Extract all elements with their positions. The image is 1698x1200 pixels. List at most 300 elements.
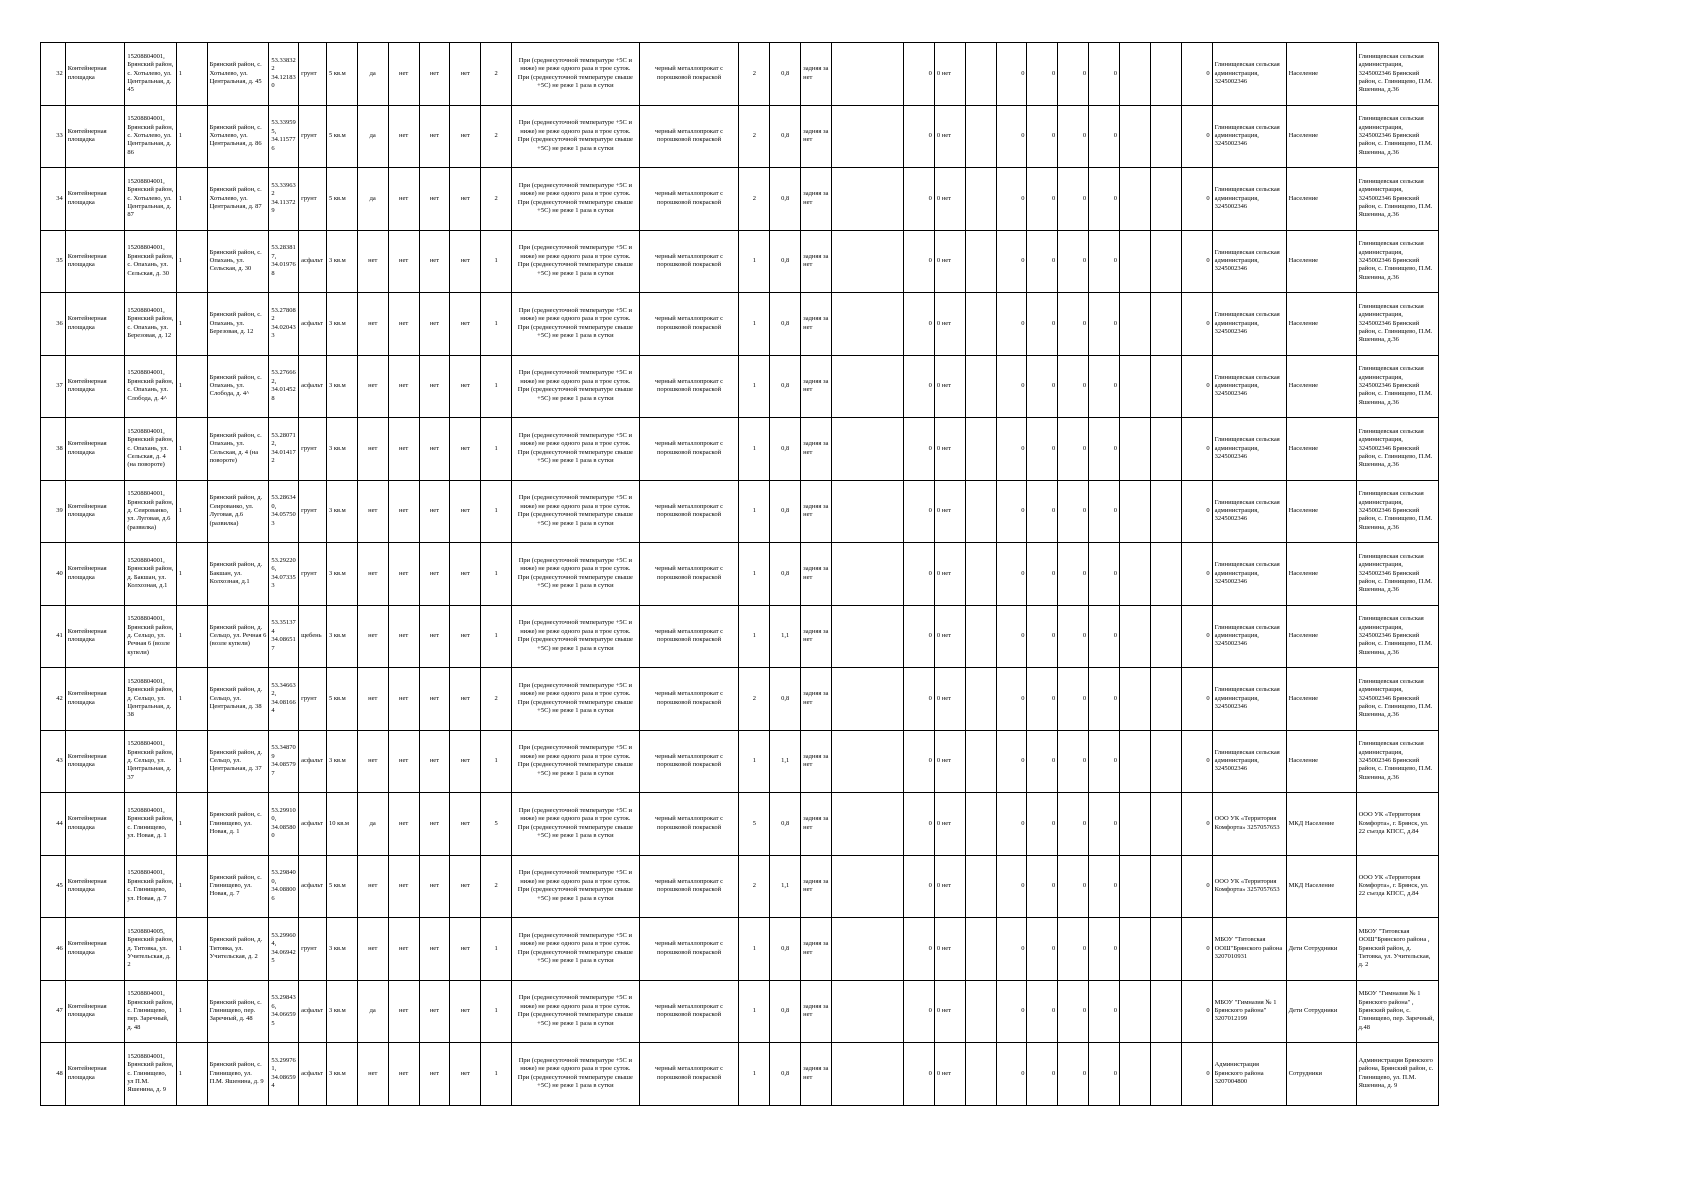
cell-address: Брянский район, с. Опахань, ул. Слобода, д. 4^ — [207, 355, 269, 418]
cell-container-count: 5 — [481, 793, 512, 856]
cell-roof: да — [357, 793, 388, 856]
cell-flag: 1 — [176, 230, 207, 293]
cell-empty — [832, 418, 904, 481]
cell-number: 46 — [41, 918, 66, 981]
cell-placement: задняя за нет — [801, 605, 832, 668]
cell-zero: 0 — [904, 43, 935, 106]
cell-container-count: 1 — [481, 543, 512, 606]
cell-waste-source: Дети Сотрудники — [1286, 918, 1356, 981]
cell-zero: 0 — [1089, 480, 1120, 543]
cell-zero: 0 — [1058, 43, 1089, 106]
cell-empty — [1120, 793, 1151, 856]
cell-address: Брянский район, д. Сельцо, ул. Речная 6 (возле купели) — [207, 605, 269, 668]
cell-owner: Глинищевская сельская администрация, 3245002346 Брянский район, с. Глинищево, П.М. Яшенина, д.36 — [1356, 230, 1438, 293]
cell-fence: нет — [388, 293, 419, 356]
cell-empty — [1120, 168, 1151, 231]
cell-container-count: 2 — [481, 43, 512, 106]
cell-zero: 0 — [904, 230, 935, 293]
cell-material: черный металлопрокат с порошковой покраской — [639, 230, 739, 293]
cell-owner: Глинищевская сельская администрация, 3245002346 Брянский район, с. Глинищево, П.М. Яшенина, д.36 — [1356, 668, 1438, 731]
cell-zero: 0 — [996, 980, 1027, 1043]
cell-other: нет — [450, 480, 481, 543]
cell-zero: 0 — [1027, 793, 1058, 856]
cell-coordinates: 53.27808 2 34.02043 3 — [269, 293, 299, 356]
cell-zero: 0 — [1089, 855, 1120, 918]
cell-number: 44 — [41, 793, 66, 856]
cell-lighting: нет — [419, 105, 450, 168]
cell-container-count: 1 — [481, 480, 512, 543]
cell-code-address: 15208804001, Брянский район, д. Сельцо, ул. Речная 6 (возле купели) — [125, 605, 176, 668]
cell-lighting: нет — [419, 43, 450, 106]
cell-type: Контейнерная площадка — [65, 43, 125, 106]
cell-empty — [832, 918, 904, 981]
table-row — [41, 793, 1439, 856]
cell-other: нет — [450, 105, 481, 168]
cell-owner: Глинищевская сельская администрация, 3245002346 Брянский район, с. Глинищево, П.М. Яшенина, д.36 — [1356, 605, 1438, 668]
cell-lighting: нет — [419, 918, 450, 981]
cell-zero: 0 — [904, 355, 935, 418]
cell-lighting: нет — [419, 980, 450, 1043]
cell-material: черный металлопрокат с порошковой покраской — [639, 105, 739, 168]
cell-code-address: 15208804001, Брянский район, с. Опахань, ул. Березовая, д. 12 — [125, 293, 176, 356]
cell-code-address: 15208804005, Брянский район, д. Титовка, ул. Учительская, д. 2 — [125, 918, 176, 981]
cell-zero: 0 — [904, 418, 935, 481]
cell-frequency: При (среднесуточной температуре +5С и ниже) не реже одного раза в трое суток. При (среднесуточной температуре свыше +5С) не реже 1 раза в сутки — [512, 418, 640, 481]
cell-owner: ООО УК «Территория Комфорта», г. Брянск, ул. 22 съезда КПСС, д.84 — [1356, 855, 1438, 918]
cell-other: нет — [450, 793, 481, 856]
cell-frequency: При (среднесуточной температуре +5С и ниже) не реже одного раза в трое суток. При (среднесуточной температуре свыше +5С) не реже 1 раза в сутки — [512, 230, 640, 293]
cell-zero: 0 — [1089, 668, 1120, 731]
cell-zero: 0 — [1058, 730, 1089, 793]
cell-owner: ООО УК «Территория Комфорта», г. Брянск, ул. 22 съезда КПСС, д.84 — [1356, 793, 1438, 856]
cell-zero: 0 — [1089, 418, 1120, 481]
cell-zero: 0 — [1089, 980, 1120, 1043]
cell-surface: грунт — [299, 418, 327, 481]
cell-container-count: 1 — [481, 730, 512, 793]
cell-zero-no: 0 нет — [934, 230, 965, 293]
cell-empty — [1150, 668, 1181, 731]
cell-volume: 0,8 — [770, 980, 801, 1043]
cell-address: Брянский район, д. Титовка, ул. Учительская, д. 2 — [207, 918, 269, 981]
cell-zero: 0 — [1089, 730, 1120, 793]
cell-material: черный металлопрокат с порошковой покраской — [639, 293, 739, 356]
cell-other: нет — [450, 230, 481, 293]
cell-fence: нет — [388, 730, 419, 793]
cell-coordinates: 53.33963 2 34.11372 9 — [269, 168, 299, 231]
cell-zero: 0 — [1181, 105, 1212, 168]
cell-placement: задняя за нет — [801, 43, 832, 106]
cell-code-address: 15208804001, Брянский район, д. Бакшан, ул. Колхозная, д.1 — [125, 543, 176, 606]
cell-container-count: 2 — [481, 855, 512, 918]
cell-volume-count: 1 — [739, 730, 770, 793]
cell-type: Контейнерная площадка — [65, 793, 125, 856]
cell-volume-count: 2 — [739, 168, 770, 231]
cell-area: 3 кв.м — [326, 980, 357, 1043]
cell-empty — [832, 293, 904, 356]
cell-coordinates: 53.34663 2, 34.08166 4 — [269, 668, 299, 731]
cell-roof: нет — [357, 918, 388, 981]
cell-other: нет — [450, 43, 481, 106]
cell-zero: 0 — [1089, 1043, 1120, 1106]
cell-placement: задняя за нет — [801, 355, 832, 418]
cell-fence: нет — [388, 168, 419, 231]
cell-surface: асфальт — [299, 730, 327, 793]
cell-frequency: При (среднесуточной температуре +5С и ниже) не реже одного раза в трое суток. При (среднесуточной температуре свыше +5С) не реже 1 раза в сутки — [512, 43, 640, 106]
cell-container-count: 2 — [481, 668, 512, 731]
cell-flag: 1 — [176, 793, 207, 856]
cell-flag: 1 — [176, 480, 207, 543]
cell-zero: 0 — [1089, 355, 1120, 418]
cell-volume: 0,8 — [770, 668, 801, 731]
cell-code-address: 15208804001, Брянский район, с. Глинищево, ул. Новая, д. 1 — [125, 793, 176, 856]
cell-material: черный металлопрокат с порошковой покраской — [639, 980, 739, 1043]
cell-zero: 0 — [1089, 605, 1120, 668]
cell-placement: задняя за нет — [801, 168, 832, 231]
cell-frequency: При (среднесуточной температуре +5С и ниже) не реже одного раза в трое суток. При (среднесуточной температуре свыше +5С) не реже 1 раза в сутки — [512, 605, 640, 668]
cell-material: черный металлопрокат с порошковой покраской — [639, 168, 739, 231]
table-row — [41, 918, 1439, 981]
cell-placement: задняя за нет — [801, 230, 832, 293]
cell-fence: нет — [388, 418, 419, 481]
table-row — [41, 980, 1439, 1043]
cell-roof: да — [357, 43, 388, 106]
cell-flag: 1 — [176, 418, 207, 481]
cell-area: 5 кв.м — [326, 43, 357, 106]
cell-type: Контейнерная площадка — [65, 543, 125, 606]
cell-zero: 0 — [1058, 168, 1089, 231]
cell-address: Брянский район, д. Сельцо, ул. Центральная, д. 37 — [207, 730, 269, 793]
cell-coordinates: 53.33959 5, 34.11577 6 — [269, 105, 299, 168]
table-row — [41, 855, 1439, 918]
cell-type: Контейнерная площадка — [65, 355, 125, 418]
cell-empty — [1150, 293, 1181, 356]
cell-number: 32 — [41, 43, 66, 106]
cell-volume: 0,8 — [770, 105, 801, 168]
cell-zero: 0 — [1058, 230, 1089, 293]
cell-code-address: 15208804001, Брянский район, с. Хотылево, ул. Центральная, д. 86 — [125, 105, 176, 168]
cell-placement: задняя за нет — [801, 980, 832, 1043]
cell-area: 3 кв.м — [326, 355, 357, 418]
cell-empty — [965, 355, 996, 418]
cell-empty — [1150, 543, 1181, 606]
cell-other: нет — [450, 418, 481, 481]
cell-zero: 0 — [1058, 355, 1089, 418]
cell-zero: 0 — [1089, 230, 1120, 293]
cell-empty — [965, 730, 996, 793]
cell-address: Брянский район, с. Глинищево, пер. Заречный, д. 48 — [207, 980, 269, 1043]
cell-zero: 0 — [1181, 168, 1212, 231]
cell-zero: 0 — [1089, 918, 1120, 981]
cell-coordinates: 53.33832 2 34.12183 0 — [269, 43, 299, 106]
cell-placement: задняя за нет — [801, 293, 832, 356]
cell-empty — [965, 855, 996, 918]
cell-type: Контейнерная площадка — [65, 105, 125, 168]
cell-address: Брянский район, д. Бакшан, ул. Колхозная, д.1 — [207, 543, 269, 606]
cell-roof: нет — [357, 605, 388, 668]
cell-zero-no: 0 нет — [934, 605, 965, 668]
cell-area: 3 кв.м — [326, 418, 357, 481]
cell-empty — [1150, 43, 1181, 106]
cell-empty — [1150, 605, 1181, 668]
cell-material: черный металлопрокат с порошковой покраской — [639, 480, 739, 543]
cell-container-count: 2 — [481, 105, 512, 168]
cell-surface: щебень — [299, 605, 327, 668]
cell-address: Брянский район, д. Сельцо, ул. Центральная, д. 38 — [207, 668, 269, 731]
table-row — [41, 730, 1439, 793]
cell-lighting: нет — [419, 543, 450, 606]
cell-zero: 0 — [1027, 480, 1058, 543]
cell-surface: грунт — [299, 480, 327, 543]
cell-coordinates: 53.34870 9 34.08579 7 — [269, 730, 299, 793]
cell-fence: нет — [388, 43, 419, 106]
cell-owner: Глинищевская сельская администрация, 3245002346 Брянский район, с. Глинищево, П.М. Яшенина, д.36 — [1356, 355, 1438, 418]
cell-zero: 0 — [1089, 793, 1120, 856]
cell-type: Контейнерная площадка — [65, 1043, 125, 1106]
cell-other: нет — [450, 605, 481, 668]
cell-empty — [832, 43, 904, 106]
cell-frequency: При (среднесуточной температуре +5С и ниже) не реже одного раза в трое суток. При (среднесуточной температуре свыше +5С) не реже 1 раза в сутки — [512, 480, 640, 543]
cell-waste-source: Население — [1286, 730, 1356, 793]
cell-flag: 1 — [176, 543, 207, 606]
cell-zero: 0 — [1027, 230, 1058, 293]
cell-volume-count: 1 — [739, 230, 770, 293]
cell-placement: задняя за нет — [801, 793, 832, 856]
cell-zero: 0 — [996, 230, 1027, 293]
cell-area: 10 кв.м — [326, 793, 357, 856]
cell-volume-count: 1 — [739, 293, 770, 356]
cell-zero-no: 0 нет — [934, 730, 965, 793]
cell-placement: задняя за нет — [801, 418, 832, 481]
table-row — [41, 105, 1439, 168]
cell-zero: 0 — [1181, 355, 1212, 418]
cell-zero-no: 0 нет — [934, 43, 965, 106]
cell-volume: 0,8 — [770, 793, 801, 856]
cell-owner: Глинищевская сельская администрация, 3245002346 Брянский район, с. Глинищево, П.М. Яшенина, д.36 — [1356, 480, 1438, 543]
table-row — [41, 43, 1439, 106]
cell-address: Брянский район, с. Глинищево, ул. Новая, д. 7 — [207, 855, 269, 918]
cell-zero: 0 — [904, 480, 935, 543]
cell-area: 5 кв.м — [326, 855, 357, 918]
cell-placement: задняя за нет — [801, 918, 832, 981]
cell-zero: 0 — [1027, 855, 1058, 918]
cell-zero: 0 — [1181, 1043, 1212, 1106]
cell-placement: задняя за нет — [801, 543, 832, 606]
cell-material: черный металлопрокат с порошковой покраской — [639, 793, 739, 856]
cell-zero-no: 0 нет — [934, 293, 965, 356]
cell-zero: 0 — [1089, 105, 1120, 168]
cell-material: черный металлопрокат с порошковой покраской — [639, 543, 739, 606]
cell-flag: 1 — [176, 43, 207, 106]
cell-zero-no: 0 нет — [934, 480, 965, 543]
cell-volume-count: 1 — [739, 480, 770, 543]
cell-empty — [1120, 355, 1151, 418]
cell-material: черный металлопрокат с порошковой покраской — [639, 355, 739, 418]
cell-frequency: При (среднесуточной температуре +5С и ниже) не реже одного раза в трое суток. При (среднесуточной температуре свыше +5С) не реже 1 раза в сутки — [512, 730, 640, 793]
container-sites-table — [40, 42, 1439, 1106]
cell-volume: 0,8 — [770, 480, 801, 543]
cell-frequency: При (среднесуточной температуре +5С и ниже) не реже одного раза в трое суток. При (среднесуточной температуре свыше +5С) не реже 1 раза в сутки — [512, 918, 640, 981]
cell-empty — [965, 418, 996, 481]
cell-waste-source: Население — [1286, 230, 1356, 293]
table-row — [41, 355, 1439, 418]
cell-zero-no: 0 нет — [934, 418, 965, 481]
table-row — [41, 668, 1439, 731]
cell-flag: 1 — [176, 918, 207, 981]
cell-waste-source: Население — [1286, 355, 1356, 418]
cell-empty — [965, 543, 996, 606]
cell-operator: МБОУ "Титовская ООШ"Брянского района 3207010931 — [1212, 918, 1286, 981]
cell-operator: МБОУ "Гимназия № 1 Брянского района" 3207012199 — [1212, 980, 1286, 1043]
cell-zero: 0 — [1058, 1043, 1089, 1106]
cell-roof: нет — [357, 418, 388, 481]
cell-other: нет — [450, 855, 481, 918]
cell-number: 47 — [41, 980, 66, 1043]
cell-owner: Глинищевская сельская администрация, 3245002346 Брянский район, с. Глинищево, П.М. Яшенина, д.36 — [1356, 293, 1438, 356]
cell-waste-source: Население — [1286, 668, 1356, 731]
cell-code-address: 15208804001, Брянский район, д. Сельцо, ул. Центральная, д. 37 — [125, 730, 176, 793]
cell-empty — [965, 43, 996, 106]
cell-zero: 0 — [996, 105, 1027, 168]
cell-volume-count: 2 — [739, 668, 770, 731]
cell-operator: Администрация Брянского района 3207004800 — [1212, 1043, 1286, 1106]
cell-zero: 0 — [1181, 668, 1212, 731]
cell-empty — [832, 605, 904, 668]
cell-waste-source: Население — [1286, 43, 1356, 106]
cell-owner: Глинищевская сельская администрация, 3245002346 Брянский район, с. Глинищево, П.М. Яшенина, д.36 — [1356, 418, 1438, 481]
cell-frequency: При (среднесуточной температуре +5С и ниже) не реже одного раза в трое суток. При (среднесуточной температуре свыше +5С) не реже 1 раза в сутки — [512, 1043, 640, 1106]
cell-coordinates: 53.35137 4 34.08651 7 — [269, 605, 299, 668]
cell-zero: 0 — [904, 1043, 935, 1106]
cell-empty — [1120, 543, 1151, 606]
cell-address: Брянский район, с. Хотылево, ул. Центральная, д. 87 — [207, 168, 269, 231]
cell-area: 3 кв.м — [326, 543, 357, 606]
cell-address: Брянский район, с. Глинищево, ул. П.М. Яшенина, д. 9 — [207, 1043, 269, 1106]
cell-flag: 1 — [176, 105, 207, 168]
cell-area: 3 кв.м — [326, 730, 357, 793]
cell-zero-no: 0 нет — [934, 855, 965, 918]
cell-other: нет — [450, 730, 481, 793]
cell-flag: 1 — [176, 168, 207, 231]
cell-area: 5 кв.м — [326, 168, 357, 231]
cell-roof: нет — [357, 668, 388, 731]
cell-zero: 0 — [1027, 1043, 1058, 1106]
cell-volume: 0,8 — [770, 355, 801, 418]
cell-number: 45 — [41, 855, 66, 918]
cell-roof: да — [357, 105, 388, 168]
cell-volume: 0,8 — [770, 918, 801, 981]
cell-surface: грунт — [299, 168, 327, 231]
cell-zero: 0 — [904, 605, 935, 668]
cell-other: нет — [450, 543, 481, 606]
cell-owner: Глинищевская сельская администрация, 3245002346 Брянский район, с. Глинищево, П.М. Яшенина, д.36 — [1356, 43, 1438, 106]
cell-empty — [1150, 418, 1181, 481]
cell-empty — [1150, 168, 1181, 231]
cell-lighting: нет — [419, 668, 450, 731]
cell-operator: Глинищевская сельская администрация, 3245002346 — [1212, 543, 1286, 606]
cell-number: 43 — [41, 730, 66, 793]
cell-zero: 0 — [1181, 793, 1212, 856]
cell-fence: нет — [388, 855, 419, 918]
cell-empty — [1150, 230, 1181, 293]
cell-placement: задняя за нет — [801, 855, 832, 918]
cell-fence: нет — [388, 1043, 419, 1106]
cell-coordinates: 53.29960 4, 34.06942 5 — [269, 918, 299, 981]
cell-zero: 0 — [1181, 293, 1212, 356]
cell-waste-source: Население — [1286, 543, 1356, 606]
cell-code-address: 15208804001, Брянский район, с. Опахань, ул. Слобода, д. 4^ — [125, 355, 176, 418]
cell-volume: 0,8 — [770, 418, 801, 481]
cell-volume: 1,1 — [770, 730, 801, 793]
cell-code-address: 15208804001, Брянский район, д. Сельцо, ул. Центральная, д. 38 — [125, 668, 176, 731]
cell-zero: 0 — [1089, 543, 1120, 606]
cell-material: черный металлопрокат с порошковой покраской — [639, 855, 739, 918]
cell-empty — [832, 793, 904, 856]
cell-volume-count: 5 — [739, 793, 770, 856]
cell-frequency: При (среднесуточной температуре +5С и ниже) не реже одного раза в трое суток. При (среднесуточной температуре свыше +5С) не реже 1 раза в сутки — [512, 168, 640, 231]
cell-zero: 0 — [996, 918, 1027, 981]
cell-empty — [965, 918, 996, 981]
table-row — [41, 168, 1439, 231]
cell-zero: 0 — [904, 855, 935, 918]
cell-address: Брянский район, с. Опахань, ул. Сельская, д. 4 (на повороте) — [207, 418, 269, 481]
cell-type: Контейнерная площадка — [65, 855, 125, 918]
cell-fence: нет — [388, 918, 419, 981]
cell-zero: 0 — [1181, 230, 1212, 293]
cell-zero: 0 — [1027, 105, 1058, 168]
cell-waste-source: Население — [1286, 418, 1356, 481]
cell-surface: асфальт — [299, 355, 327, 418]
cell-lighting: нет — [419, 355, 450, 418]
cell-zero: 0 — [1058, 793, 1089, 856]
cell-fence: нет — [388, 480, 419, 543]
cell-roof: нет — [357, 293, 388, 356]
cell-code-address: 15208804001, Брянский район, с. Опахань, ул. Сельская, д. 30 — [125, 230, 176, 293]
cell-roof: нет — [357, 230, 388, 293]
cell-frequency: При (среднесуточной температуре +5С и ниже) не реже одного раза в трое суток. При (среднесуточной температуре свыше +5С) не реже 1 раза в сутки — [512, 668, 640, 731]
cell-code-address: 15208804001, Брянский район, с. Глинищево, пер. Заречный, д. 48 — [125, 980, 176, 1043]
cell-empty — [832, 480, 904, 543]
cell-operator: Глинищевская сельская администрация, 3245002346 — [1212, 730, 1286, 793]
cell-surface: асфальт — [299, 230, 327, 293]
cell-flag: 1 — [176, 980, 207, 1043]
cell-material: черный металлопрокат с порошковой покраской — [639, 730, 739, 793]
cell-coordinates: 53.27666 2, 34.01452 8 — [269, 355, 299, 418]
cell-zero: 0 — [904, 918, 935, 981]
cell-zero-no: 0 нет — [934, 168, 965, 231]
cell-roof: нет — [357, 355, 388, 418]
cell-coordinates: 53.29910 0, 34.08580 0 — [269, 793, 299, 856]
cell-empty — [965, 480, 996, 543]
cell-fence: нет — [388, 793, 419, 856]
cell-empty — [1150, 918, 1181, 981]
cell-surface: асфальт — [299, 980, 327, 1043]
cell-roof: нет — [357, 543, 388, 606]
cell-surface: асфальт — [299, 1043, 327, 1106]
cell-zero: 0 — [1027, 418, 1058, 481]
cell-container-count: 1 — [481, 1043, 512, 1106]
cell-zero: 0 — [1181, 543, 1212, 606]
cell-flag: 1 — [176, 668, 207, 731]
cell-empty — [832, 1043, 904, 1106]
cell-address: Брянский район, д. Сеированко, ул. Луговая, д.6 (развилка) — [207, 480, 269, 543]
cell-material: черный металлопрокат с порошковой покраской — [639, 418, 739, 481]
cell-zero: 0 — [996, 730, 1027, 793]
cell-empty — [965, 980, 996, 1043]
cell-operator: Глинищевская сельская администрация, 3245002346 — [1212, 230, 1286, 293]
cell-container-count: 1 — [481, 980, 512, 1043]
cell-lighting: нет — [419, 730, 450, 793]
cell-coordinates: 53.29840 0, 34.08800 6 — [269, 855, 299, 918]
